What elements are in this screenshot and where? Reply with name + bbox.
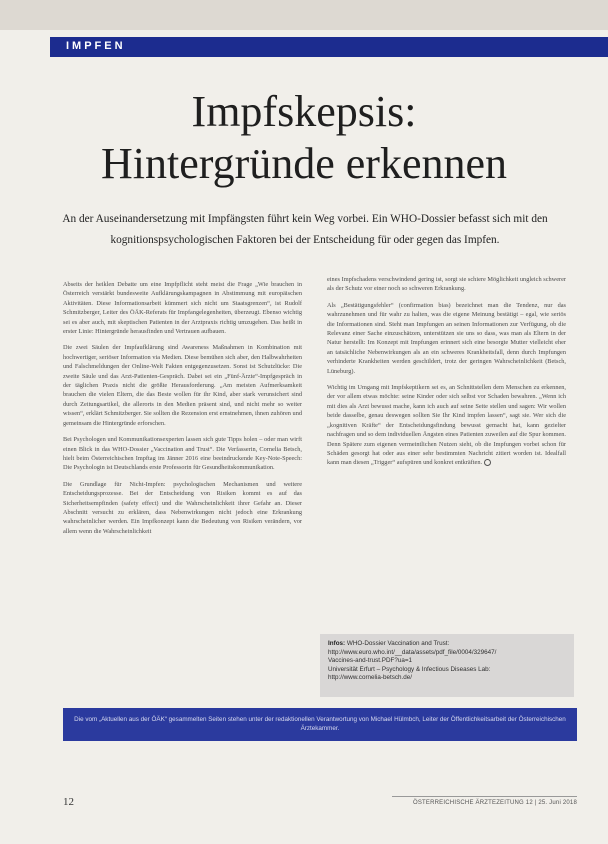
footer-rule (392, 796, 577, 797)
editorial-note-band: Die vom „Aktuellen aus der ÖÄK“ gesammelten Seiten stehen unter der redaktionellen Verantwortung von Michael Hülmbch, Leiter der Öffentlichkeitsarbeit der Österreichischen Ärztekammer. (63, 708, 577, 741)
paragraph: Abseits der heiklen Debatte um eine Impfpflicht steht meist die Frage „Wie brauchen in Österreich verstärkt bundesweite Aufklärungskampagnen in Abstimmung mit europäischen Aktivitäten. Diese Informationsarbeit kümmert sich nicht um Staatsgrenzen“, ist Rudolf Schmitzberger, Leiter des ÖÄK-Referats für Impfangelegenheiten, überzeugt. Ebenso wichtig sei es aber auch, mit skeptischen Patienten in der Arztpraxis richtig umzugehen. Das heißt in erster Linie: Hintergründe herausfinden und Vertrauen aufbauen. (63, 281, 302, 336)
paragraph: Die Grundlage für Nicht-Impfen: psychologischen Mechanismen und weitere Entscheidungsprozesse. Bei der Entscheidung von Risiken kommt es auf das Sicherheitsempfinden (safety effect) und die Wahrscheinlichkeit ihrer Gefahr an. Dieser Abschnitt versucht zu erklären, dass Nebenwirkungen nicht jedoch eine Erkrankung wahrscheinlicher werden. Ein Impfkonzept kann die Bedeutung von Risiken verändern, vor allem wenn die Wahrscheinlichkeit (63, 480, 302, 535)
info-box-label: Infos: (328, 640, 346, 647)
info-box-link[interactable]: http://www.cornelia-betsch.de/ (328, 674, 412, 682)
right-column (327, 275, 566, 475)
article-title (50, 86, 558, 190)
paragraph: Die zwei Säulen der Impfaufklärung sind Awareness Maßnahmen in Kombination mit hochwertiger, seriöser Information via Medien. Diese bemühen sich aber, den Halbwahrheiten und Falschmeldungen der Online-Welt Fakten entgegenzusetzen. Sonst ist Schutzlücke: Die zweite Säule und das Arzt-Patienten-Gespräch. Dabei sei ein „Fünf-Ärzte“-Impfgespräch in der täglichen Praxis nicht die größte Herausforderung. „Am meisten Aufmerksamkeit brauchen die vielen Eltern, die das Beste wollen für ihr Kind, aber stark verunsichert sind durch Zeitungsartikel, die allerorts in den Medien präsent sind, und nicht mehr so weiter wissen“, erklärt Schmitzberger. Sie sollten die Rezension erst ernstnehmen, ihnen zuhören und gemeinsam die Hintergründe erforschen. (63, 344, 302, 427)
info-box-link[interactable]: Vaccines-and-trust.PDF?ua=1 (328, 657, 413, 665)
info-box (320, 634, 574, 697)
left-column (63, 280, 302, 543)
paragraph (327, 383, 566, 468)
paragraph: eines Impfschadens verschwindend gering ist, sorgt sie schiere Möglichkeit ungleich schwerer als der Schutz vor einer noch so schweren Erkrankung. (327, 276, 566, 293)
article-lead: An der Auseinandersetzung mit Impfängsten führt kein Weg vorbei. Ein WHO-Dossier befasst sich mit den kognitionspsychologischen Faktoren bei der Entscheidung für oder gegen das Impfen. (62, 213, 548, 246)
publication-footer: ÖSTERREICHISCHE ÄRZTEZEITUNG 12 | 25. Juni 2018 (412, 800, 577, 806)
section-label: IMPFEN (66, 40, 126, 52)
paragraph: Bei Psychologen und Kommunikationsexperten lassen sich gute Tipps holen – oder man wirft einen Blick in das WHO-Dossier „Vaccination and Trust“. Die Verfasserin, Cornelia Betsch, hielt beim Österreichischen Impftag im Jänner 2016 eine beeindruckende Key-Note-Speech: Die Psychologin ist Deutschlands erste Professorin für Gesundheitskommunikation. (63, 436, 302, 472)
paragraph: Als „Bestätigungsfehler“ (confirmation bias) bezeichnet man die Tendenz, nur das wahrzunehmen und für wahr zu halten, was die eigene Meinung bestätigt – egal, wie seriös die Informationen sind. Steht man Impfungen an seinen Informationen zur Verfügung, ob die Relevanz einer Sache einzuschätzen, unterstützen sie uns so dass, was man als Eltern in der Natur herstellt: Im Konzept mit Impfungen erinnert sich eine besorgte Mutter vielleicht eher an tatsächliche Nebenwirkungen als an ein schweres Krankheitsfall, denn durch Impfungen verhinderte Krankheiten werden geschildert, trotz der geringen Wahrscheinlichkeit (Betsch, Lüneburg). (327, 301, 566, 375)
paragraph-text: Wichtig im Umgang mit Impfskeptikern sei es, an Schnittstellen dem Menschen zu erkennen, der vor allem etwas möchte: seine Kinder oder sich selbst vor Schaden bewahren. „Wenn ich mit dies als Arzt bewusst mache, kann ich auch auf seine Seite stellen und sagen: Wir wollen beide dasselbe, genau deswegen sollten Sie Ihr Kind impfen lassen“, sagt sie. Wer sich die „kognitiven Kräfte“ der Entscheidungsfindung bewusst gemacht hat, kann gezielter nachfragen und so dem individuellen Ängsten eines Patienten zuweilen auf die Spur kommen. Denn Spätere zum eigenen vermeintlichen Nutzen sieht, ob die Impfungen vorbei schon für Schäden gesorgt hat oder aus einer sehr bestimmten Nachricht zitiert worden ist. Idealfall kann man diesen „Trigger“ aufspüren und konkret entkräften. (327, 384, 566, 467)
info-box-link[interactable]: http://www.euro.who.int/__data/assets/pdf_file/0004/329647/ (328, 648, 497, 656)
info-box-line: Universität Erfurt – Psychology & Infectious Diseases Lab: (328, 665, 491, 673)
end-of-article-icon (484, 459, 491, 466)
section-bar (50, 37, 608, 57)
article-title-line-1: Impfskepsis: (191, 87, 417, 136)
page-top-edge (0, 0, 608, 30)
page-number: 12 (63, 796, 74, 808)
info-box-line: WHO-Dossier Vaccination and Trust: (346, 640, 450, 647)
article-title-line-2: Hintergründe erkennen (100, 139, 508, 188)
